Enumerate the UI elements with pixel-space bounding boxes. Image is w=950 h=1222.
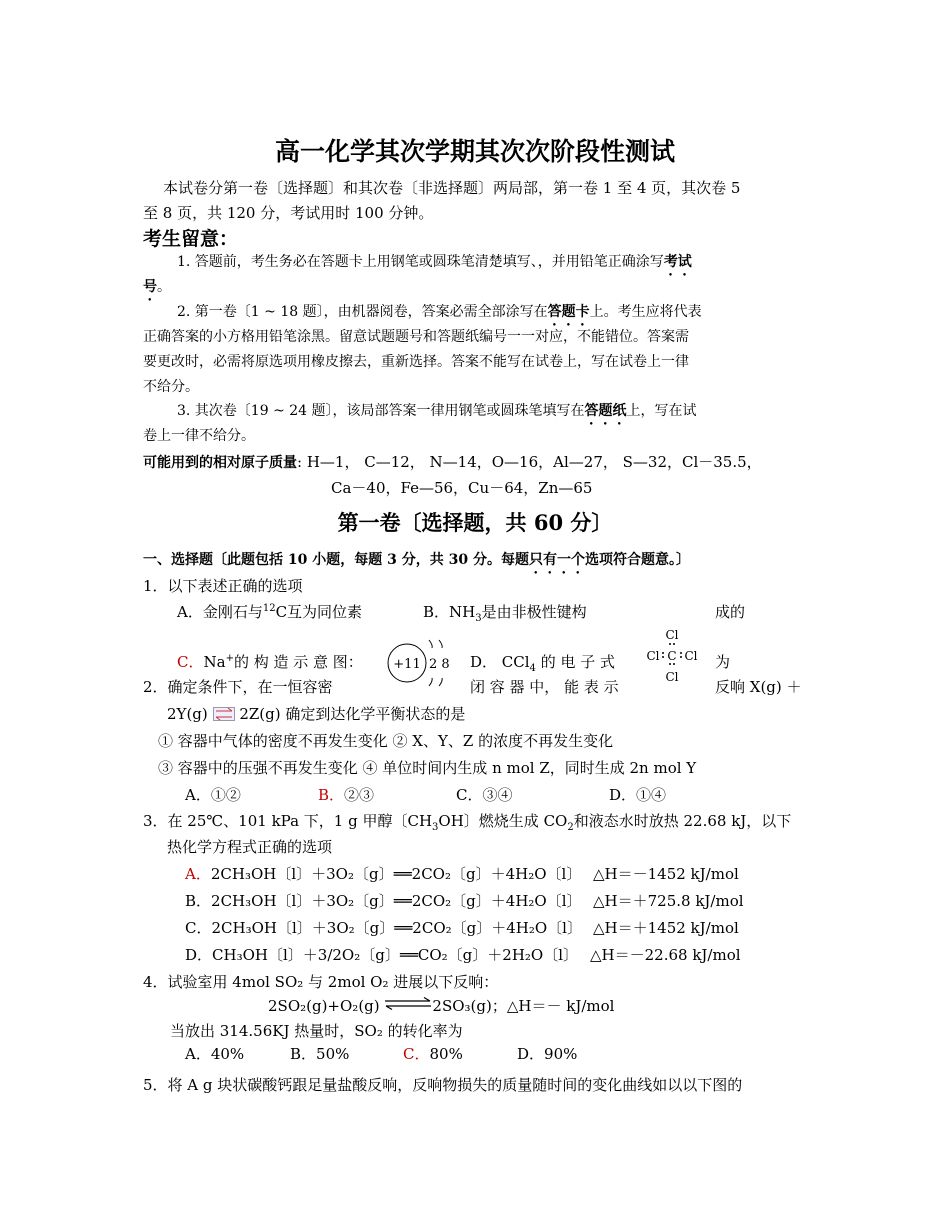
q2-stem-c: 反响 X(g) ＋ [715, 678, 802, 696]
equilibrium-arrow-icon [213, 707, 235, 721]
atomic-masses: 可能用到的相对原子质量: H—1， C—12， N—14，O—16，Al—27， S—32，Cl－35.5， [143, 453, 762, 471]
part-1-instructions: 一、选择题〔此题包括 10 小题，每题 3 分，共 30 分。每题只有一个选项符合题意。〕 [143, 552, 690, 568]
notice-heading: 考生留意： [143, 228, 239, 250]
q3-option-d: D．CH₃OH〔l〕＋3/2O₂〔g〕══CO₂〔g〕＋2H₂O〔l〕 [185, 946, 579, 964]
notice-2: 2. 第一卷〔1 ~ 18 题〕，由机器阅卷，答案必需全部涂写在答题卡上。考生应将代表 [177, 304, 702, 320]
q1-option-a: A．金刚石与$^{12}$C互为同位素 [177, 603, 363, 621]
notice-2-l3: 要更改时，必需将原选项用橡皮擦去，重新选择。答案不能写在试卷上，写在试卷上一律 [143, 354, 689, 370]
notice-3-l2: 卷上一律不给分。 [143, 428, 255, 444]
q3-option-a: A．2CH₃OH〔l〕＋3O₂〔g〕══2CO₂〔g〕＋4H₂O〔l〕 [185, 865, 582, 883]
q4-option-c: C．80% [403, 1045, 463, 1063]
q2-statements-2: ③ 容器中的压强不再发生变化 ④ 单位时间内生成 n mol Z，同时生成 2n mol Y [158, 759, 697, 777]
notice-1-cont: 号。 [143, 279, 171, 295]
nucleus-charge: +11 [393, 657, 421, 672]
shell-arc-top [429, 640, 442, 648]
notice-3: 3. 其次卷〔19 ~ 24 题〕，该局部答案一律用钢笔或圆珠笔填写在答题纸上，写在试 [177, 403, 697, 419]
q2-option-c: C．③④ [456, 786, 513, 804]
q3-stem-line-2: 热化学方程式正确的选项 [167, 838, 333, 856]
q4-option-b: B．50% [290, 1045, 350, 1063]
q2-stem-a: 2．确定条件下，在一恒容密 [143, 678, 333, 696]
q4-option-d: D．90% [517, 1045, 578, 1063]
shell-electrons: 2 8 [429, 657, 450, 672]
q2-option-d: D．①④ [609, 786, 667, 804]
q2-option-a: A．①② [185, 786, 241, 804]
q2-statements-1: ① 容器中气体的密度不再发生变化 ② X、Y、Z 的浓度不再发生变化 [158, 732, 614, 750]
q4-equation: 2SO₂(g)+O₂(g) 2SO₃(g)；△H＝－ kJ/mol [268, 997, 615, 1015]
q4-stem-line-3: 当放出 314.56KJ 热量时，SO₂ 的转化率为 [170, 1022, 463, 1040]
cl-right: Cl [684, 649, 698, 663]
cl-bottom: Cl [665, 670, 679, 684]
q1-option-d-tail: 为 [715, 653, 731, 671]
q3-option-c-dh: △H＝＋1452 kJ/mol [593, 919, 739, 937]
q1-option-d: D． CCl$_4$ 的 电 子 式 [470, 653, 615, 674]
q1-option-b: B．$NH_3$是由非极性键构 [423, 603, 587, 624]
q3-option-a-dh: △H＝－1452 kJ/mol [593, 865, 739, 883]
page-title: 高一化学其次学期其次次阶段性测试 [274, 137, 675, 166]
na-ion-structure-diagram [385, 634, 465, 692]
notice-2-l4: 不给分。 [143, 379, 199, 395]
notice-2-l2: 正确答案的小方格用铅笔涂黑。留意试题题号和答题纸编号一一对应，不能错位。答案需 [143, 329, 689, 345]
reversible-arrow-icon [384, 997, 432, 1011]
q4-option-a: A．40% [185, 1045, 245, 1063]
q5-stem: 5．将 A g 块状碳酸钙跟足量盐酸反响，反响物损失的质量随时间的变化曲线如以以下图的 [143, 1076, 743, 1094]
carbon-atom: C [667, 649, 677, 663]
notice-1: 1. 答题前，考生务必在答题卡上用钢笔或圆珠笔清楚填写、，并用铅笔正确涂写考试 [177, 254, 692, 270]
q2-option-b: B．②③ [318, 786, 375, 804]
intro-line-2: 至 8 页，共 120 分，考试用时 100 分钟。 [143, 204, 434, 222]
cl-top: Cl [665, 628, 679, 642]
shell-arc-bottom [429, 678, 442, 686]
q2-stem-line-2: 2Y(g) 2Z(g) 确定到达化学平衡状态的是 [167, 705, 466, 723]
q1-option-b-tail: 成的 [715, 603, 746, 621]
q2-stem-b: 闭 容 器 中， 能 表 示 [470, 678, 619, 696]
ccl4-electron-formula [643, 627, 701, 685]
atomic-masses-cont: Ca－40，Fe—56，Cu－64，Zn—65 [331, 479, 593, 497]
q3-option-b-dh: △H＝＋725.8 kJ/mol [593, 892, 744, 910]
q3-stem: 3．在 25℃、101 kPa 下，1 g 甲醇〔$CH_3OH$〕燃烧生成 $CO_2$和液态水时放热 22.68 kJ，以下 [143, 812, 792, 833]
q1-option-c: C．Na+的 构 造 示 意 图： [177, 653, 363, 671]
q3-option-b: B．2CH₃OH〔l〕＋3O₂〔g〕══2CO₂〔g〕＋4H₂O〔l〕 [185, 892, 582, 910]
q4-stem: 4．试验室用 4mol SO₂ 与 2mol O₂ 进展以下反响： [143, 973, 499, 991]
q3-option-d-dh: △H＝－22.68 kJ/mol [590, 946, 741, 964]
intro-line-1: 本试卷分第一卷〔选择题〕和其次卷〔非选择题〕两局部，第一卷 1 至 4 页，其次卷 5 [163, 179, 741, 197]
q1-stem: 1．以下表述正确的选项 [143, 577, 303, 595]
q3-option-c: C．2CH₃OH〔l〕＋3O₂〔g〕══2CO₂〔g〕＋4H₂O〔l〕 [185, 919, 582, 937]
cl-left: Cl [646, 649, 660, 663]
section-1-title: 第一卷〔选择题，共 60 分〕 [337, 510, 613, 535]
